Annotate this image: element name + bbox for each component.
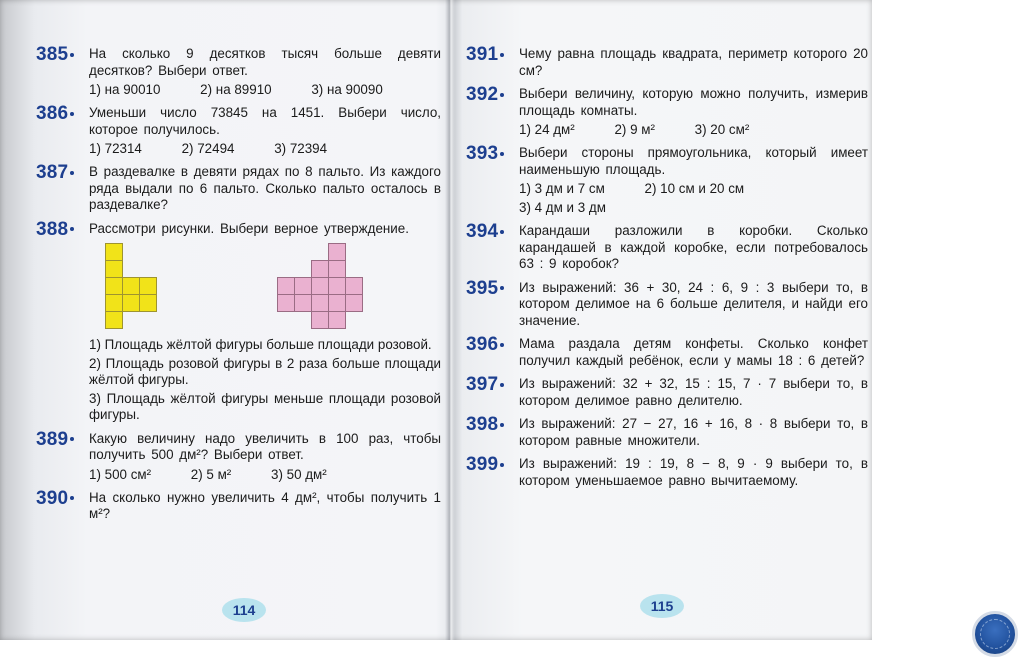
answer-option: 3) 20 см² (694, 122, 750, 137)
answer-options (519, 199, 868, 216)
task-394 (466, 223, 868, 273)
task-number: 388 (36, 219, 74, 241)
task-text: Карандаши разложили в коробки. Сколько карандашей в каждой коробке, если потребовалось 63 : 9 коробок? (519, 223, 868, 271)
task-395 (466, 277, 868, 330)
answer-option: 2) 72494 (181, 141, 235, 156)
task-385 (36, 46, 441, 98)
task-391 (466, 46, 868, 79)
task-399 (466, 456, 868, 489)
task-number: 385 (36, 44, 74, 66)
task-text: Мама раздала детям конфеты. Сколько конфет получил каждый ребёнок, если у мамы 18 : 6 детей? (519, 336, 868, 368)
task-number: 397 (466, 374, 504, 396)
task-number: 393 (466, 143, 504, 165)
task-text: На сколько нужно увеличить 4 дм², чтобы получить 1 м²? (89, 489, 441, 521)
answer-option: 1) Площадь жёлтой фигуры больше площади розовой. (89, 337, 432, 352)
answer-option: 3) 72394 (274, 141, 328, 156)
answer-options (89, 140, 441, 157)
task-number: 389 (36, 429, 74, 451)
answer-option: 1) на 90010 (89, 82, 161, 97)
task-text: Выбери величину, которую можно получить, измерив площадь комнаты. (519, 86, 868, 118)
answer-option: 2) 10 см и 20 см (644, 181, 745, 196)
answer-option: 3) Площадь жёлтой фигуры меньше площади розовой фигуры. (89, 390, 441, 422)
task-number: 396 (466, 334, 504, 356)
answer-options (89, 337, 441, 424)
answer-options (519, 180, 868, 197)
answer-options (89, 466, 441, 483)
task-386 (36, 105, 441, 157)
answer-option: 3) на 90090 (311, 82, 383, 97)
nav-ring (980, 619, 1010, 649)
task-387 (36, 164, 441, 214)
page-number-right: 115 (640, 594, 684, 618)
task-392 (466, 86, 868, 138)
task-number: 399 (466, 454, 504, 476)
task-text: На сколько 9 десятков тысяч больше девяти десятков? Выбери ответ. (89, 46, 441, 78)
left-page (36, 46, 441, 530)
task-number: 395 (466, 278, 504, 300)
task-text: Чему равна площадь квадрата, периметр которого 20 см? (519, 46, 868, 78)
circle-nav-icon[interactable] (972, 611, 1018, 657)
task-number: 390 (36, 488, 74, 510)
answer-options (89, 81, 441, 98)
answer-option: 1) 500 см² (89, 466, 152, 482)
task-number: 391 (466, 44, 504, 66)
area-figures (89, 243, 441, 329)
answer-option: 2) Площадь розовой фигуры в 2 раза больше площади жёлтой фигуры. (89, 355, 441, 387)
answer-option: 3) 50 дм² (271, 466, 327, 482)
task-393 (466, 145, 868, 216)
task-text: Выбери стороны прямоугольника, который имеет наименьшую площадь. (519, 145, 868, 177)
task-text: Из выражений: 27 − 27, 16 + 16, 8 · 8 выбери то, в котором равные множители. (519, 416, 868, 448)
answer-option: 1) 24 дм² (519, 122, 575, 137)
task-number: 386 (36, 103, 74, 125)
task-388 (36, 218, 441, 424)
task-text: Из выражений: 36 + 30, 24 : 6, 9 : 3 выбери то, в котором делимое на 6 больше делителя, и найди его значение. (519, 279, 868, 328)
answer-option: 2) 5 м² (190, 466, 232, 482)
task-text: Из выражений: 19 : 19, 8 − 8, 9 · 9 выбери то, в котором уменьшаемое равно вычитаемому. (519, 456, 868, 488)
task-number: 398 (466, 414, 504, 436)
book-spine (445, 0, 455, 640)
task-390 (36, 487, 441, 523)
task-398 (466, 416, 868, 449)
task-text: Из выражений: 32 + 32, 15 : 15, 7 · 7 выбери то, в котором делимое равно делителю. (519, 376, 868, 408)
answer-option: 1) 3 дм и 7 см (519, 181, 605, 196)
answer-option: 2) на 89910 (200, 82, 272, 97)
task-text: Рассмотри рисунки. Выбери верное утверждение. (89, 220, 409, 236)
right-page (466, 46, 868, 496)
task-number: 387 (36, 162, 74, 184)
task-text: В раздевалке в девяти рядах по 8 пальто. Из каждого ряда выдали по 6 пальто. Сколько пальто осталось в раздевалке? (89, 164, 442, 212)
task-text: Какую величину надо увеличить в 100 раз, чтобы получить 500 дм²? Выбери ответ. (89, 430, 441, 462)
task-389 (36, 428, 441, 483)
answer-options (519, 121, 868, 138)
answer-option: 3) 4 дм и 3 дм (519, 200, 606, 215)
answer-option: 2) 9 м² (614, 122, 655, 137)
task-text: Уменьши число 73845 на 1451. Выбери число, которое получилось. (89, 105, 441, 137)
task-number: 394 (466, 221, 504, 243)
task-397 (466, 376, 868, 409)
task-number: 392 (466, 84, 504, 106)
answer-option: 1) 72314 (89, 141, 142, 156)
task-396 (466, 336, 868, 369)
page-number-left: 114 (222, 598, 266, 622)
